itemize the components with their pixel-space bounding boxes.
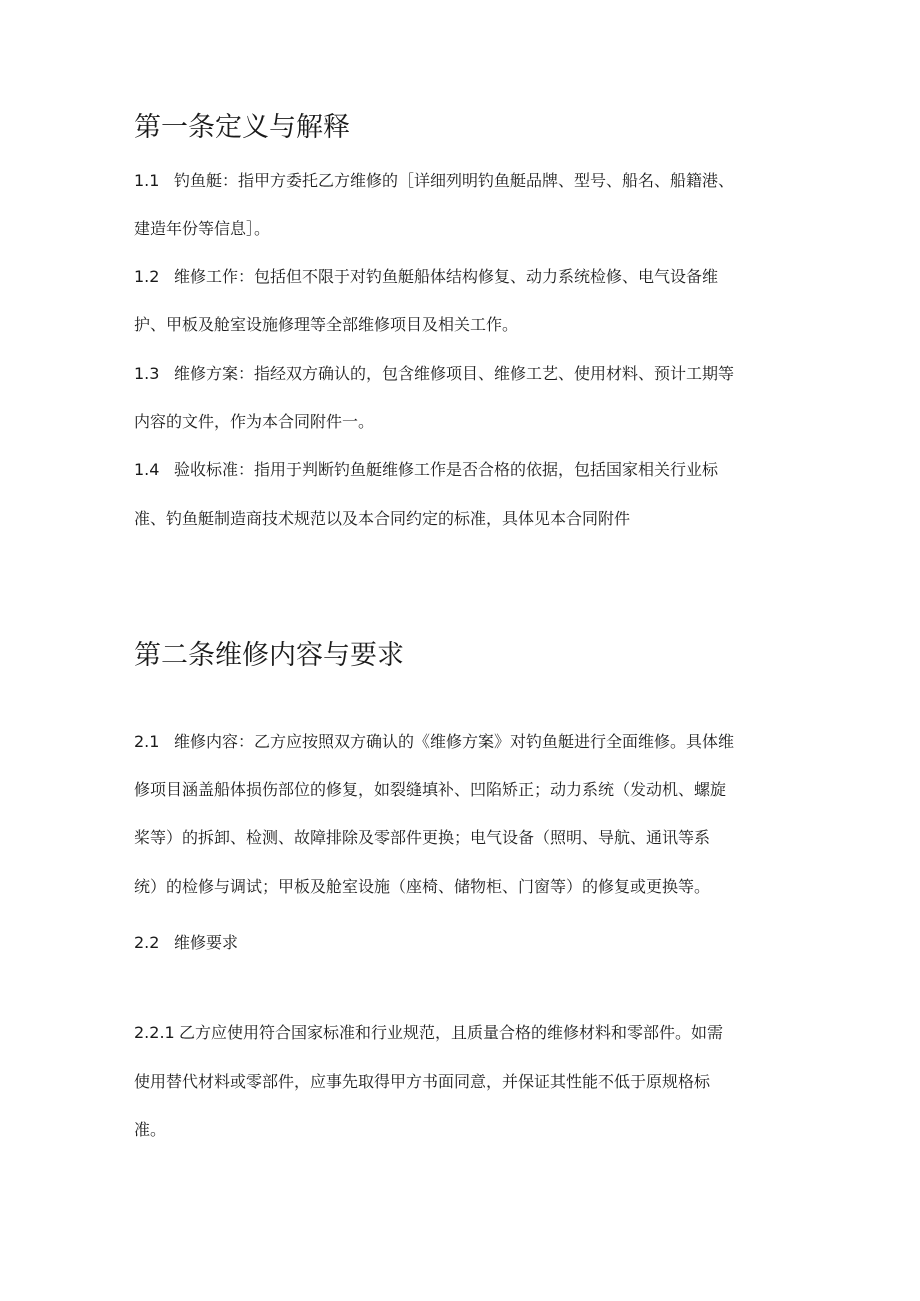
clause-1-2-line-1 <box>134 266 718 288</box>
clause-text: 乙方应使用符合国家标准和行业规范，且质量合格的维修材料和零部件。如需 <box>179 1023 724 1042</box>
section-2-title: 第二条维修内容与要求 <box>134 640 404 671</box>
clause-2-1-line-2: 修项目涵盖船体损伤部位的修复，如裂缝填补、凹陷矫正；动力系统（发动机、螺旋 <box>134 780 727 799</box>
clause-1-3-line-1 <box>134 363 734 385</box>
clause-2-1-line-1 <box>134 731 734 753</box>
clause-1-3-line-2: 内容的文件，作为本合同附件一。 <box>134 412 375 431</box>
clause-1-1-line-2: 建造年份等信息］。 <box>134 219 271 238</box>
clause-number: 2.2.1 <box>134 1023 175 1042</box>
clause-text: 维修要求 <box>174 933 239 952</box>
clause-text: 验收标准：指用于判断钓鱼艇维修工作是否合格的依据，包括国家相关行业标 <box>174 460 719 479</box>
clause-1-1-line-1 <box>134 170 734 192</box>
clause-number: 1.4 <box>134 460 160 479</box>
clause-text: 维修内容：乙方应按照双方确认的《维修方案》对钓鱼艇进行全面维修。具体维 <box>174 732 735 751</box>
clause-1-4-line-1 <box>134 459 718 481</box>
clause-1-2-line-2: 护、甲板及舱室设施修理等全部维修项目及相关工作。 <box>134 315 519 334</box>
clause-2-1-line-4: 统）的检修与调试；甲板及舱室设施（座椅、储物柜、门窗等）的修复或更换等。 <box>134 877 711 896</box>
clause-2-2-1-line-1 <box>134 1022 723 1044</box>
section-1-title: 第一条定义与解释 <box>134 112 350 143</box>
clause-2-2-line-1 <box>134 932 238 954</box>
clause-2-1-line-3: 桨等）的拆卸、检测、故障排除及零部件更换；电气设备（照明、导航、通讯等系 <box>134 828 711 847</box>
clause-2-2-1-line-3: 准。 <box>134 1120 167 1139</box>
clause-1-4-line-2: 准、钓鱼艇制造商技术规范以及本合同约定的标准，具体见本合同附件 <box>134 509 631 528</box>
clause-text: 钓鱼艇：指甲方委托乙方维修的［详细列明钓鱼艇品牌、型号、船名、船籍港、 <box>174 171 735 190</box>
clause-text: 维修方案：指经双方确认的，包含维修项目、维修工艺、使用材料、预计工期等 <box>174 364 735 383</box>
clause-number: 2.1 <box>134 732 160 751</box>
clause-number: 1.3 <box>134 364 160 383</box>
clause-number: 1.1 <box>134 171 160 190</box>
clause-number: 2.2 <box>134 933 160 952</box>
clause-2-2-1-line-2: 使用替代材料或零部件，应事先取得甲方书面同意，并保证其性能不低于原规格标 <box>134 1072 711 1091</box>
clause-number: 1.2 <box>134 267 160 286</box>
clause-text: 维修工作：包括但不限于对钓鱼艇船体结构修复、动力系统检修、电气设备维 <box>174 267 719 286</box>
